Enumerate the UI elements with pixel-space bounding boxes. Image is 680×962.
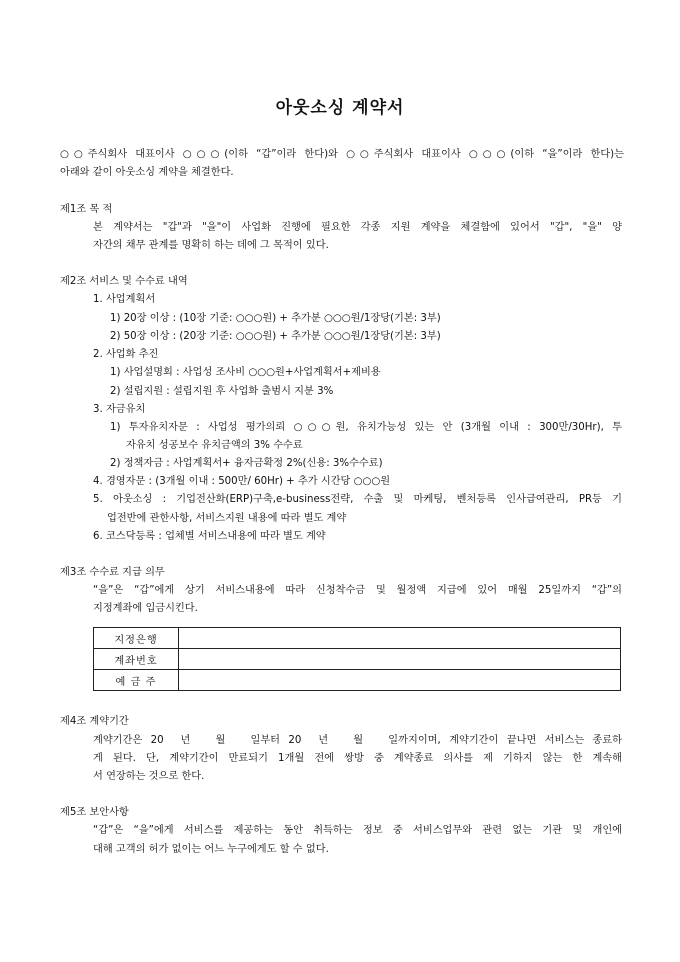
article-3-heading: 제3조 수수료 지급 의무 xyxy=(60,567,165,578)
article-2-heading: 제2조 서비스 및 수수료 내역 xyxy=(60,276,188,287)
service-item: 2. 사업화 추진 xyxy=(93,349,159,360)
article-3-line: 지정계좌에 입금시킨다. xyxy=(93,603,198,614)
service-subitem: 2) 50장 이상 : (20장 기준: ○○○원) + 추가분 ○○○원/1장당(기본: 3부) xyxy=(110,331,441,342)
account-number-value xyxy=(179,649,621,670)
bank-value xyxy=(179,628,621,649)
service-subitem: 2) 정책자금 : 사업계획서+ 융자금확정 2%(신용: 3%수수료) xyxy=(110,458,383,469)
article-5-line: 대해 고객의 허가 없이는 어느 누구에게도 할 수 없다. xyxy=(93,844,329,855)
service-item: 1. 사업계획서 xyxy=(93,294,156,305)
document-title: 아웃소싱 계약서 xyxy=(275,98,405,118)
bank-label: 지정은행 xyxy=(94,628,179,649)
service-item: 6. 코스닥등록 : 업체별 서비스내용에 따라 별도 계약 xyxy=(93,531,326,542)
service-subitem: 1) 투자유치자문 : 사업성 평가의뢰 ○○○원, 유치가능성 있는 안 (3개월 이내 : 300만/30Hr), 투 xyxy=(110,422,622,433)
table-row xyxy=(94,628,621,649)
article-4-line: 계약기간은 20 년 월 일부터 20 년 월 일까지이며, 계약기간이 끝나면 서비스는 종료하 xyxy=(93,735,622,746)
article-1-heading: 제1조 목 적 xyxy=(60,204,113,215)
article-5-heading: 제5조 보안사항 xyxy=(60,807,129,818)
article-5-line: “갑”은 “을”에게 서비스를 제공하는 동안 취득하는 정보 중 서비스업무와 관련 없는 기관 및 개인에 xyxy=(93,825,622,836)
service-item: 4. 경영자문 : (3개월 이내 : 500만/ 60Hr) + 추가 시간당 ○○○원 xyxy=(93,476,391,487)
article-4-line: 서 연장하는 것으로 한다. xyxy=(93,771,205,782)
service-subitem: 1) 사업설명회 : 사업성 조사비 ○○○원+사업계획서+제비용 xyxy=(110,367,381,378)
account-number-label: 계좌번호 xyxy=(94,649,179,670)
article-1-line: 본 계약서는 "갑"과 "을"이 사업화 진행에 필요한 각종 지원 계약을 체결함에 있어서 "갑", "을" 양 xyxy=(93,222,622,233)
article-4-line: 게 된다. 단, 계약기간이 만료되기 1개월 전에 쌍방 중 계약종료 의사를 제 기하지 않는 한 계속해 xyxy=(93,753,622,764)
service-item: 3. 자금유치 xyxy=(93,404,146,415)
account-table xyxy=(93,627,621,691)
service-subitem: 1) 20장 이상 : (10장 기준: ○○○원) + 추가분 ○○○원/1장당(기본: 3부) xyxy=(110,313,441,324)
service-subitem: 2) 설립지원 : 설립지원 후 사업화 출범시 지분 3% xyxy=(110,386,334,397)
article-3-line: “을”은 “갑”에게 상기 서비스내용에 따라 신청착수금 및 월정액 지급에 있어 매월 25일까지 “갑”의 xyxy=(93,585,622,596)
intro-line: 아래와 같이 아웃소싱 계약을 체결한다. xyxy=(60,167,234,178)
table-row xyxy=(94,670,621,691)
service-subitem-cont: 자유치 성공보수 유치금액의 3% 수수료 xyxy=(126,440,303,451)
article-4-heading: 제4조 계약기간 xyxy=(60,716,129,727)
table-row xyxy=(94,649,621,670)
account-holder-label: 예 금 주 xyxy=(94,670,179,691)
service-item: 5. 아웃소싱 : 기업전산화(ERP)구축,e-business전략, 수출 및 마케팅, 벤처등록 인사급여관리, PR등 기 xyxy=(93,494,622,505)
intro-line: ○○주식회사 대표이사 ○○○(이하 “갑”이라 한다)와 ○○주식회사 대표이사 ○○○(이하 “을”이라 한다)는 xyxy=(60,149,624,160)
service-item-cont: 업전반에 관한사항, 서비스지원 내용에 따라 별도 계약 xyxy=(107,513,347,524)
article-1-line: 자간의 채무 관계를 명확히 하는 데에 그 목적이 있다. xyxy=(93,240,329,251)
account-holder-value xyxy=(179,670,621,691)
